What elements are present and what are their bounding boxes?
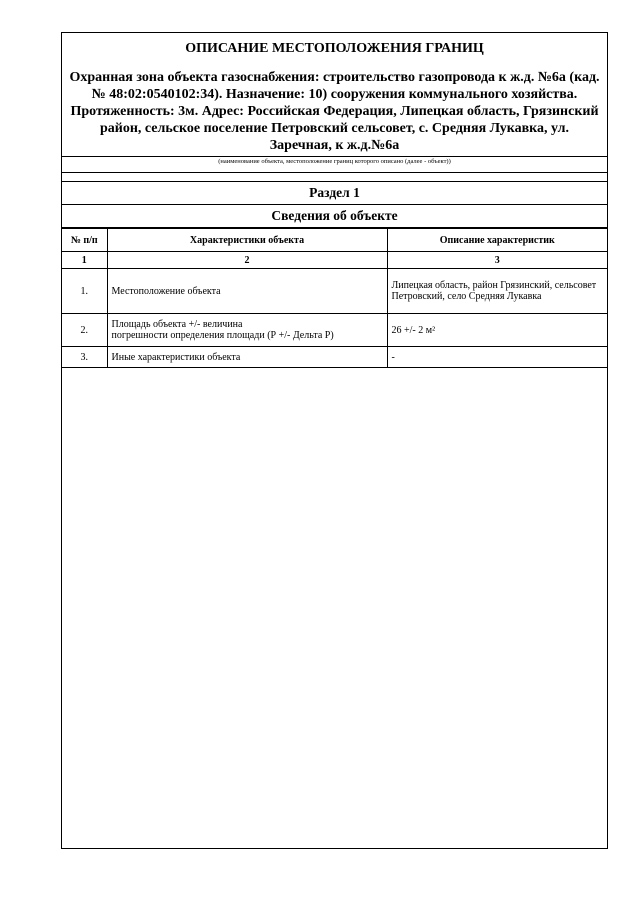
table-row — [62, 314, 607, 347]
document-header — [62, 33, 607, 157]
column-number: 1 — [62, 252, 107, 269]
object-note: (наименование объекта, местоположение границ которого описано (далее - объект)) — [62, 157, 607, 173]
row-description: Липецкая область, район Грязинский, сельсовет Петровский, село Средняя Лукавка — [387, 269, 607, 314]
row-description: 26 +/- 2 м² — [387, 314, 607, 347]
header-characteristic: Характеристики объекта — [107, 229, 387, 252]
object-description: Охранная зона объекта газоснабжения: строительство газопровода к ж.д. №6а (кад.№ 48:02:0540102:34). Назначение: 10) сооружения коммунального хозяйства. Протяженность: 3м. Адрес: Российская Федерация, Липецкая область, Грязинский район, сельское поселение Петровский сельсовет, с. Средняя Лукавка, ул. Заречная, к ж.д.№6а — [69, 70, 600, 153]
document-title: ОПИСАНИЕ МЕСТОПОЛОЖЕНИЯ ГРАНИЦ — [185, 41, 484, 56]
section-title: Раздел 1 — [62, 182, 607, 205]
table-row — [62, 269, 607, 314]
table-row — [62, 347, 607, 368]
row-number: 3. — [62, 347, 107, 368]
row-number: 1. — [62, 269, 107, 314]
header-description: Описание характеристик — [387, 229, 607, 252]
row-description: - — [387, 347, 607, 368]
document-frame — [61, 32, 608, 849]
row-characteristic: Иные характеристики объекта — [107, 347, 387, 368]
row-number: 2. — [62, 314, 107, 347]
column-number: 2 — [107, 252, 387, 269]
row-characteristic — [107, 314, 387, 347]
header-number: № п/п — [62, 229, 107, 252]
row-characteristic-line: Площадь объекта +/- величина — [111, 319, 243, 330]
section-subtitle: Сведения об объекте — [62, 205, 607, 228]
row-characteristic-line: погрешности определения площади (Р +/- Дельта Р) — [111, 330, 334, 341]
column-numbers-row — [62, 252, 607, 269]
row-characteristic: Местоположение объекта — [107, 269, 387, 314]
spacer-row — [62, 173, 607, 182]
column-number: 3 — [387, 252, 607, 269]
table-header-row — [62, 229, 607, 252]
object-info-table — [62, 228, 607, 368]
